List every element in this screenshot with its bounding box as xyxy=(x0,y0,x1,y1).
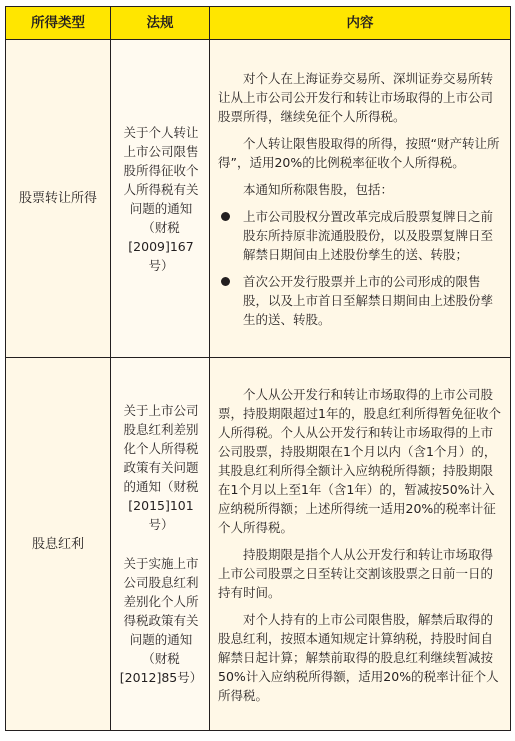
content-cell xyxy=(210,40,511,358)
content-paragraph: 对个人持有的上市公司限售股，解禁后取得的股息红利，按照本通知规定计算纳税，持股时间自解禁日起计算；解禁前取得的股息红利继续暂减按50%计入应纳税所得额，适用20%的税率计征个人所得税。 xyxy=(218,611,499,703)
content-paragraph: 个人从公开发行和转让市场取得的上市公司股票，持股期限超过1年的，股息红利所得暂免征收个人所得税。个人从公开发行和转让市场取得的上市公司股票，持股期限在1个月以内（含1个月）的，其股息红利所得全额计入应纳税所得额；持股期限在1个月以上至1年（含1年）的，暂减按50%计入应纳税所得额；上述所得统一适用20%的税率计征个人所得税。 xyxy=(218,386,501,535)
table-row-dividends xyxy=(6,358,511,731)
content-intro: 本通知所称限售股，包括： xyxy=(243,182,394,197)
regulation-cell xyxy=(111,358,210,731)
header-income-type: 所得类型 xyxy=(6,7,111,40)
table-header-row xyxy=(6,7,511,40)
bullet-dot-icon xyxy=(221,277,230,286)
regulation-cell xyxy=(111,40,210,358)
income-type-cell: 股息红利 xyxy=(6,358,111,731)
regulation-text: 关于个人转让上市公司限售股所得征收个人所得税有关问题的通知（财税[2009]167号） xyxy=(123,124,199,273)
bullet-item xyxy=(218,207,502,264)
content-cell xyxy=(210,358,511,731)
bullet-text: 首次公开发行股票并上市的公司形成的限售股，以及上市首日至解禁日期间由上述股份孳生的送、转股。 xyxy=(243,274,494,327)
table-row-stock-transfer xyxy=(6,40,511,358)
regulation-text: 关于实施上市公司股息红利差别化个人所得税政策有关问题的通知（财税[2012]85号） xyxy=(119,556,203,685)
content-paragraph: 持股期限是指个人从公开发行和转让市场取得上市公司股票之日至转让交割该股票之日前一日的持有时间。 xyxy=(218,546,494,600)
regulation-text: 关于上市公司股息红利差别化个人所得税政策有关问题的通知（财税[2015]101号） xyxy=(123,403,199,532)
income-type-cell: 股票转让所得 xyxy=(6,40,111,358)
header-regulation: 法规 xyxy=(111,7,210,40)
tax-rules-table xyxy=(5,6,511,731)
tax-table-frame xyxy=(5,6,510,735)
header-content: 内容 xyxy=(210,7,511,40)
content-paragraph: 对个人在上海证券交易所、深圳证券交易所转让从上市公司公开发行和转让市场取得的上市公司股票所得，继续免征个人所得税。 xyxy=(218,71,494,124)
content-paragraph: 个人转让限售股取得的所得，按照“财产转让所得”，适用20%的比例税率征收个人所得税。 xyxy=(218,136,500,170)
bullet-dot-icon xyxy=(221,212,230,221)
bullet-text: 上市公司股权分置改革完成后股票复牌日之前股东所持原非流通股股份，以及股票复牌日至解禁日期间由上述股份孳生的送、转股； xyxy=(243,209,494,262)
bullet-item xyxy=(218,272,502,329)
